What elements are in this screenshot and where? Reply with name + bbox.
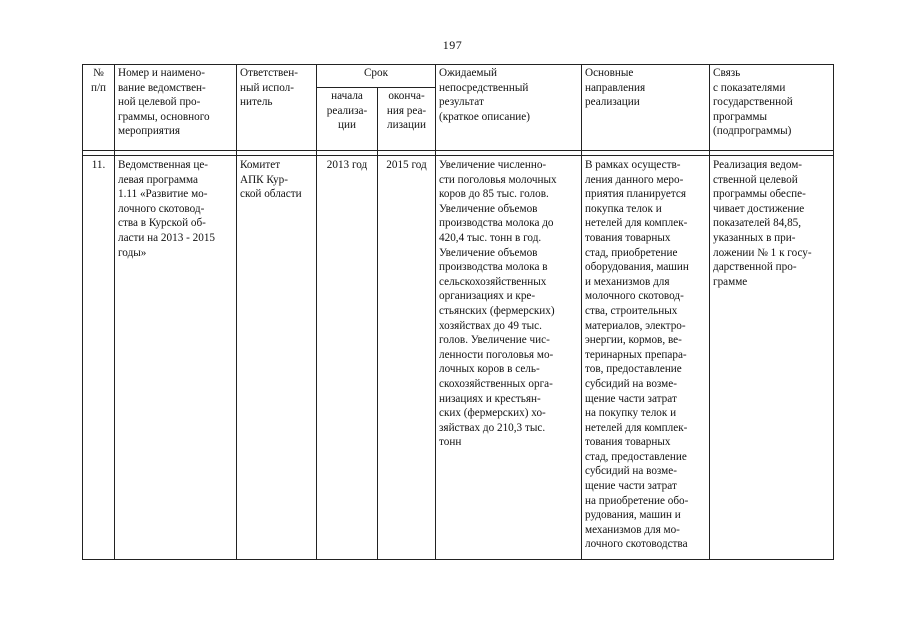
header-start: начала реализа- ции xyxy=(317,88,378,151)
header-period: Срок xyxy=(317,65,436,88)
program-table xyxy=(82,64,834,560)
header-directions: Основные направления реализации xyxy=(582,65,710,151)
row-link: Реализация ведом- ственной целевой программы обеспе- чивает достижение показателей 84,85, указанных в при- ложении № 1 к госу- дарственной про- грамме xyxy=(710,156,834,560)
header-program: Номер и наимено- вание ведомствен- ной целевой про- граммы, основного мероприятия xyxy=(115,65,237,151)
header-end: оконча- ния реа- лизации xyxy=(378,88,436,151)
row-start: 2013 год xyxy=(317,156,378,560)
row-directions: В рамках осуществ- ления данного меро- приятия планируется покупка телок и нетелей для комплек- тования товарных стад, приобретение оборудования, машин и механизмов для молочного скотовод- ства, строительных материалов, электро- энергии, кормов, ве- теринарных препара- тов, предоставление субсидий на возме- щение части затрат на покупку телок и нетелей для комплек- тования товарных стад, предоставление субсидий на возме- щение части затрат на приобретение обо- рудования, машин и механизмов для мо- лочного скотоводства xyxy=(582,156,710,560)
row-num: 11. xyxy=(83,156,115,560)
row-program: Ведомственная це- левая программа 1.11 «Развитие мо- лочного скотовод- ства в Курской об- ласти на 2013 - 2015 годы» xyxy=(115,156,237,560)
page-number: 197 xyxy=(442,38,463,52)
header-link: Связь с показателями государственной программы (подпрограммы) xyxy=(710,65,834,151)
table-row xyxy=(83,156,834,560)
row-result: Увеличение численно- сти поголовья молочных коров до 85 тыс. голов. Увеличение объемов производства молока до 420,4 тыс. тонн в год. Увеличение объемов производства молока в сельскохозяйственных организациях и кре- стьянских (фермерских) хозяйствах до 49 тыс. голов. Увеличение чис- ленности поголовья мо- лочных коров в сель- скохозяйственных орга- низациях и крестьян- ских (фермерских) хо- зяйствах до 210,3 тыс. тонн xyxy=(436,156,582,560)
header-result: Ожидаемый непосредственный результат (краткое описание) xyxy=(436,65,582,151)
row-end: 2015 год xyxy=(378,156,436,560)
header-num: № п/п xyxy=(83,65,115,151)
header-row xyxy=(83,65,834,88)
header-executor: Ответствен- ный испол- нитель xyxy=(237,65,317,151)
row-executor: Комитет АПК Кур- ской области xyxy=(237,156,317,560)
